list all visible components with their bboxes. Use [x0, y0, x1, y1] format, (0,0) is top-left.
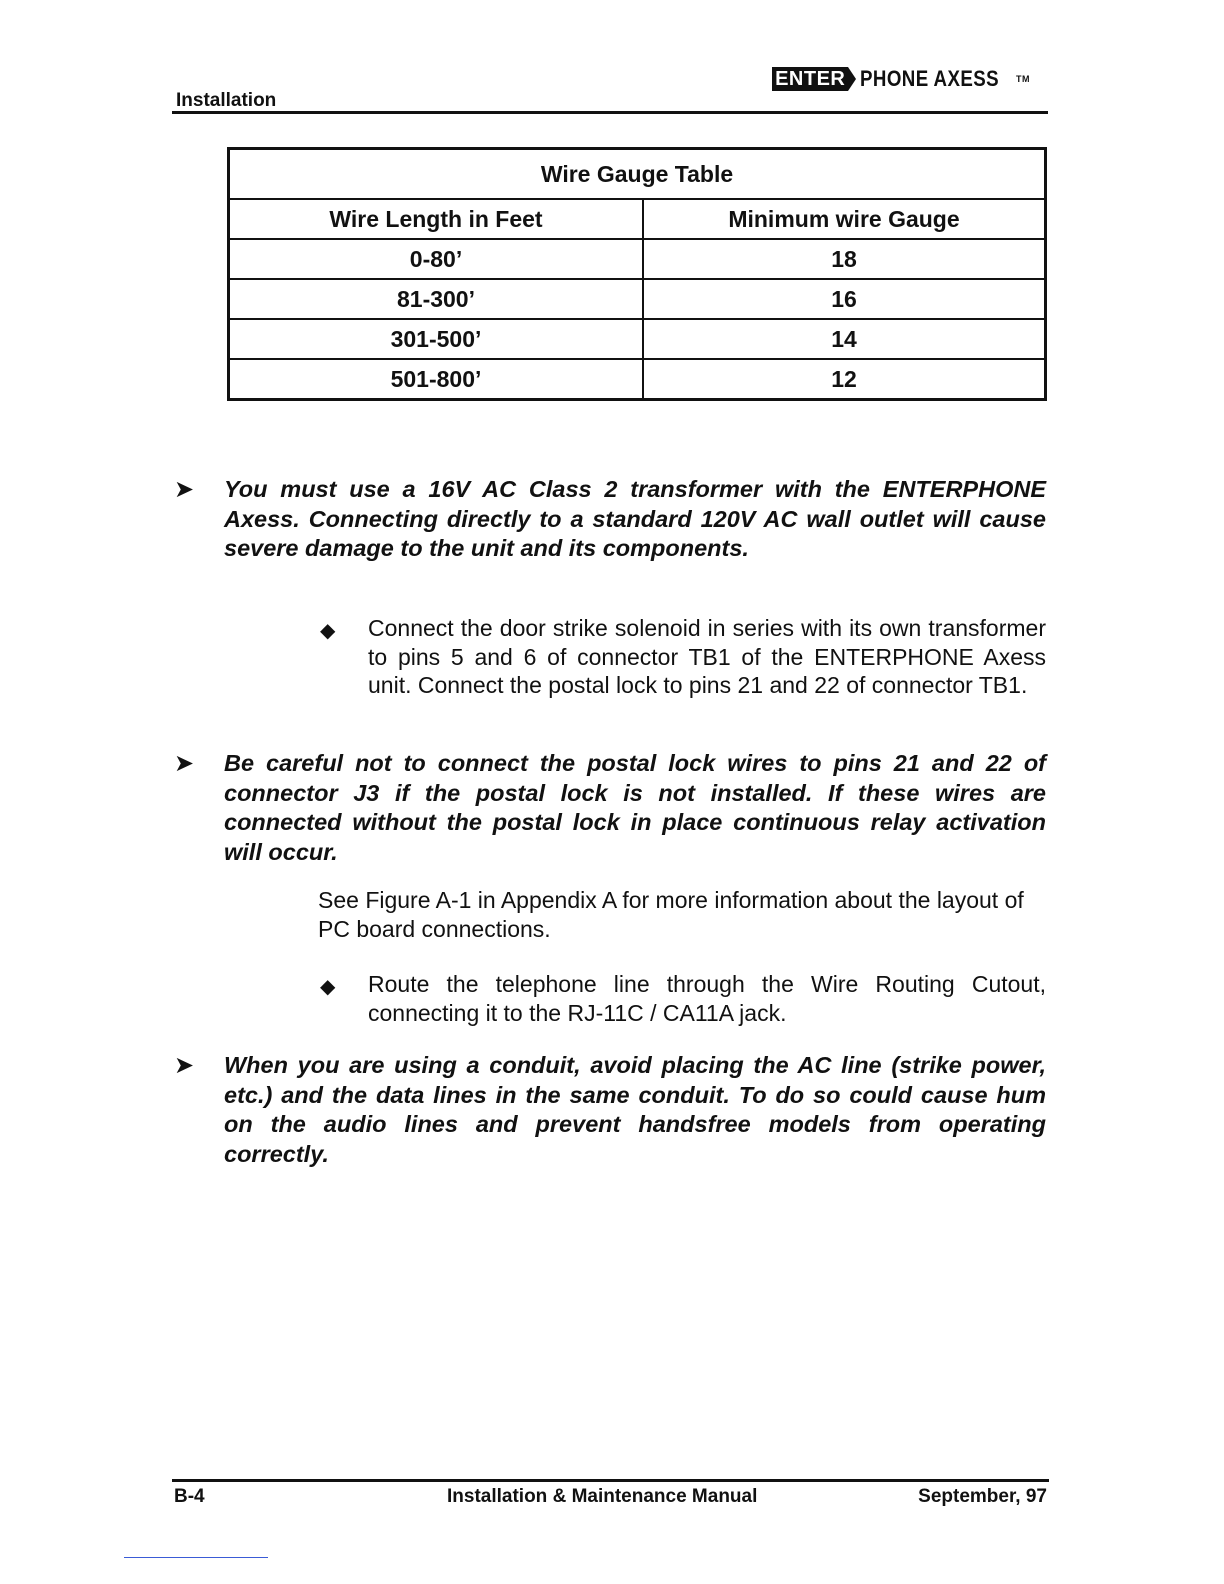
warning-text: You must use a 16V AC Class 2 transformer with the ENTERPHONE Axess. Connecting directly to a standard 120V AC wall outlet will cause severe damage to the unit and its components. [224, 476, 1046, 561]
cell-gauge: 12 [643, 359, 1046, 400]
cell-gauge: 18 [643, 239, 1046, 279]
instruction-text: Connect the door strike solenoid in series with its own transformer to pins 5 and 6 of connector TB1 of the ENTERPHONE Axess unit. Connect the postal lock to pins 21 and 22 of connector TB1. [368, 615, 1046, 698]
page-footer [172, 1486, 1049, 1514]
cell-length: 501-800’ [229, 359, 644, 400]
instruction-text: Route the telephone line through the Wire Routing Cutout, connecting it to the RJ-11C / CA11A jack. [368, 971, 1046, 1026]
cell-length: 0-80’ [229, 239, 644, 279]
wire-gauge-table [227, 147, 1047, 401]
warning-postal-lock [174, 749, 1046, 867]
arrow-bullet-icon: ➤ [174, 750, 195, 777]
cell-length: 301-500’ [229, 319, 644, 359]
instruction-door-strike [318, 614, 1046, 700]
table-row [229, 359, 1046, 400]
page-header [172, 60, 1048, 116]
column-header-gauge: Minimum wire Gauge [643, 199, 1046, 239]
footer-divider [172, 1479, 1049, 1482]
warning-text: When you are using a conduit, avoid placing the AC line (strike power, etc.) and the data lines in the same conduit. To do so could cause hum on the audio lines and prevent handsfree models from operating correctly. [224, 1052, 1046, 1167]
manual-title: Installation & Maintenance Manual [447, 1486, 758, 1507]
arrow-bullet-icon: ➤ [174, 476, 195, 503]
brand-box-text: ENTER [772, 67, 848, 91]
brand-name: PHONE AXESS [860, 66, 1000, 91]
instruction-telephone-line [318, 970, 1046, 1027]
table-title: Wire Gauge Table [229, 149, 1046, 200]
brand-logo [772, 66, 1030, 92]
warning-text: Be careful not to connect the postal lock wires to pins 21 and 22 of connector J3 if the postal lock is not installed. If these wires are connected without the postal lock in place continuous relay activation will occur. [224, 750, 1046, 865]
page-number: B-4 [174, 1486, 205, 1507]
cell-gauge: 16 [643, 279, 1046, 319]
figure-reference-note: See Figure A-1 in Appendix A for more information about the layout of PC board connections. [318, 887, 1024, 942]
table-row [229, 319, 1046, 359]
cell-gauge: 14 [643, 319, 1046, 359]
table-row [229, 279, 1046, 319]
diamond-bullet-icon: ◆ [320, 976, 336, 998]
table-row [229, 239, 1046, 279]
cell-length: 81-300’ [229, 279, 644, 319]
arrow-bullet-icon: ➤ [174, 1052, 195, 1079]
trademark-mark: TM [1016, 74, 1030, 84]
scan-artifact-line [124, 1557, 268, 1558]
section-label: Installation [176, 90, 277, 111]
publication-date: September, 97 [918, 1486, 1047, 1507]
column-header-length: Wire Length in Feet [229, 199, 644, 239]
warning-transformer [174, 475, 1046, 564]
brand-arrow-icon [848, 67, 856, 91]
diamond-bullet-icon: ◆ [320, 620, 336, 642]
header-divider [172, 111, 1048, 114]
warning-conduit [174, 1051, 1046, 1169]
